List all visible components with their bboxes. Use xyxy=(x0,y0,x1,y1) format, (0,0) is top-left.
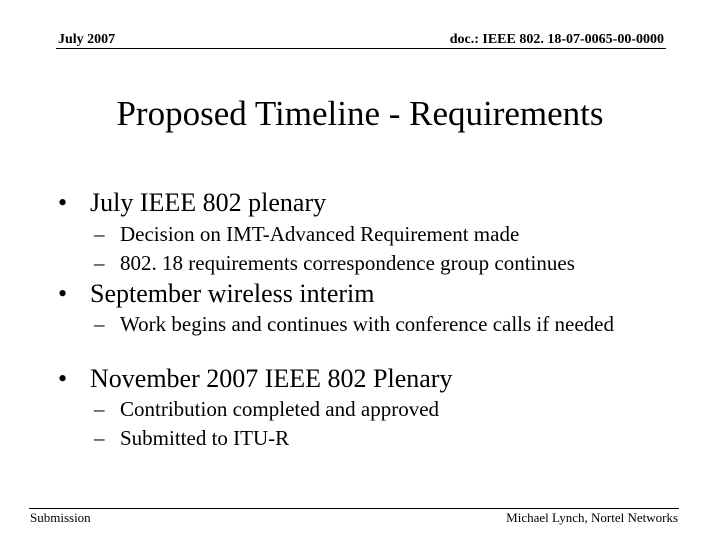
bullet-item xyxy=(58,188,327,218)
sub-item xyxy=(94,312,630,336)
sub-item-text: 802. 18 requirements correspondence group continues xyxy=(120,251,575,275)
dash-glyph: – xyxy=(94,312,105,336)
sub-item xyxy=(94,426,680,450)
sub-item xyxy=(94,222,680,246)
bullet-glyph: • xyxy=(58,279,68,308)
footer-rule xyxy=(29,508,679,509)
bullet-glyph: • xyxy=(58,188,68,217)
dash-glyph: – xyxy=(94,397,105,421)
sub-item-text: Work begins and continues with conference calls if needed xyxy=(120,312,614,336)
header-doc-id: doc.: IEEE 802. 18-07-0065-00-0000 xyxy=(449,32,664,47)
dash-glyph: – xyxy=(94,222,105,246)
slide-title: Proposed Timeline - Requirements xyxy=(116,94,604,133)
bullet-item xyxy=(58,364,453,394)
footer-submission: Submission xyxy=(30,510,91,525)
sub-item xyxy=(94,397,680,421)
header-date: July 2007 xyxy=(58,32,116,47)
sub-item xyxy=(94,251,680,275)
bullet-item xyxy=(58,279,375,309)
dash-glyph: – xyxy=(94,251,105,275)
bullet-glyph: • xyxy=(58,364,68,393)
sub-item-text: Submitted to ITU-R xyxy=(120,426,290,450)
footer-author: Michael Lynch, Nortel Networks xyxy=(506,510,678,525)
dash-glyph: – xyxy=(94,426,105,450)
sub-item-text: Contribution completed and approved xyxy=(120,397,440,421)
bullet-text: November 2007 IEEE 802 Plenary xyxy=(90,364,453,393)
header-rule xyxy=(56,48,666,49)
bullet-text: September wireless interim xyxy=(90,279,375,308)
sub-item-text: Decision on IMT-Advanced Requirement made xyxy=(120,222,520,246)
bullet-text: July IEEE 802 plenary xyxy=(90,188,327,217)
